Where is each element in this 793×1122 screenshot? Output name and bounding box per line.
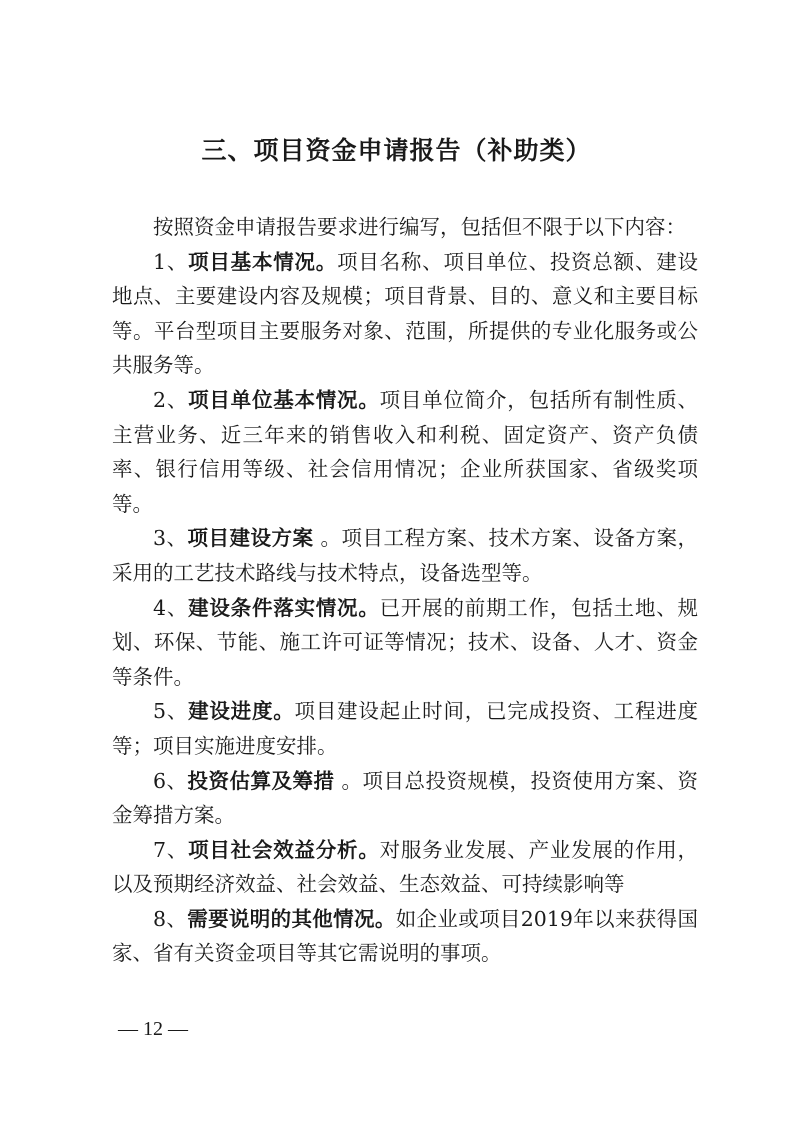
section-item-3 — [112, 521, 698, 590]
item-text: 如企业或项目2019年以来获得国家、省有关资金项目等其它需说明的事项。 — [112, 906, 698, 966]
section-item-8 — [112, 902, 698, 971]
section-item-7 — [112, 833, 698, 902]
section-item-4 — [112, 591, 698, 695]
item-number: 3、 — [153, 526, 188, 551]
item-text: 。项目工程方案、技术方案、设备方案，采用的工艺技术路线与技术特点，设备选型等。 — [112, 526, 699, 585]
item-number: 1、 — [153, 249, 189, 274]
item-number: 7、 — [153, 837, 189, 862]
item-heading: 需要说明的其他情况。 — [187, 906, 396, 931]
item-heading: 项目单位基本情况。 — [188, 387, 380, 412]
item-text: 项目建设起止时间，已完成投资、工程进度等；项目实施进度安排。 — [112, 699, 699, 758]
document-body — [112, 210, 698, 971]
page-number: — 12 — — [118, 1018, 188, 1040]
section-item-6 — [112, 764, 698, 833]
section-item-2 — [112, 383, 698, 521]
item-text: 项目名称、项目单位、投资总额、建设地点、主要建设内容及规模；项目背景、目的、意义和主要目标等。平台型项目主要服务对象、范围，所提供的专业化服务或公共服务等。 — [112, 249, 699, 378]
item-heading: 投资估算及筹措 — [187, 768, 335, 793]
section-item-5 — [112, 694, 698, 763]
item-heading: 建设进度。 — [188, 699, 295, 724]
item-number: 8、 — [153, 906, 188, 931]
item-number: 5、 — [153, 699, 189, 724]
item-number: 2、 — [153, 387, 189, 412]
item-heading: 建设条件落实情况。 — [188, 595, 380, 620]
item-text: 项目单位简介，包括所有制性质、主营业务、近三年来的销售收入和利税、固定资产、资产负债率、银行信用等级、社会信用情况；企业所获国家、省级奖项等。 — [112, 387, 699, 516]
section-item-1 — [112, 245, 698, 383]
item-number: 4、 — [153, 595, 189, 620]
item-heading: 项目社会效益分析。 — [188, 837, 380, 862]
item-text: 。项目总投资规模，投资使用方案、资金筹措方案。 — [112, 768, 699, 828]
item-heading: 项目建设方案 — [187, 526, 314, 551]
item-text: 对服务业发展、产业发展的作用，以及预期经济效益、社会效益、生态效益、可持续影响等 — [112, 837, 699, 897]
intro-paragraph: 按照资金申请报告要求进行编写，包括但不限于以下内容： — [153, 215, 686, 239]
item-number: 6、 — [153, 768, 188, 793]
item-heading: 项目基本情况。 — [188, 249, 338, 274]
item-text: 已开展的前期工作，包括土地、规划、环保、节能、施工许可证等情况；技术、设备、人才、资金等条件。 — [112, 595, 699, 689]
page-title: 三、项目资金申请报告（补助类） — [201, 136, 592, 165]
